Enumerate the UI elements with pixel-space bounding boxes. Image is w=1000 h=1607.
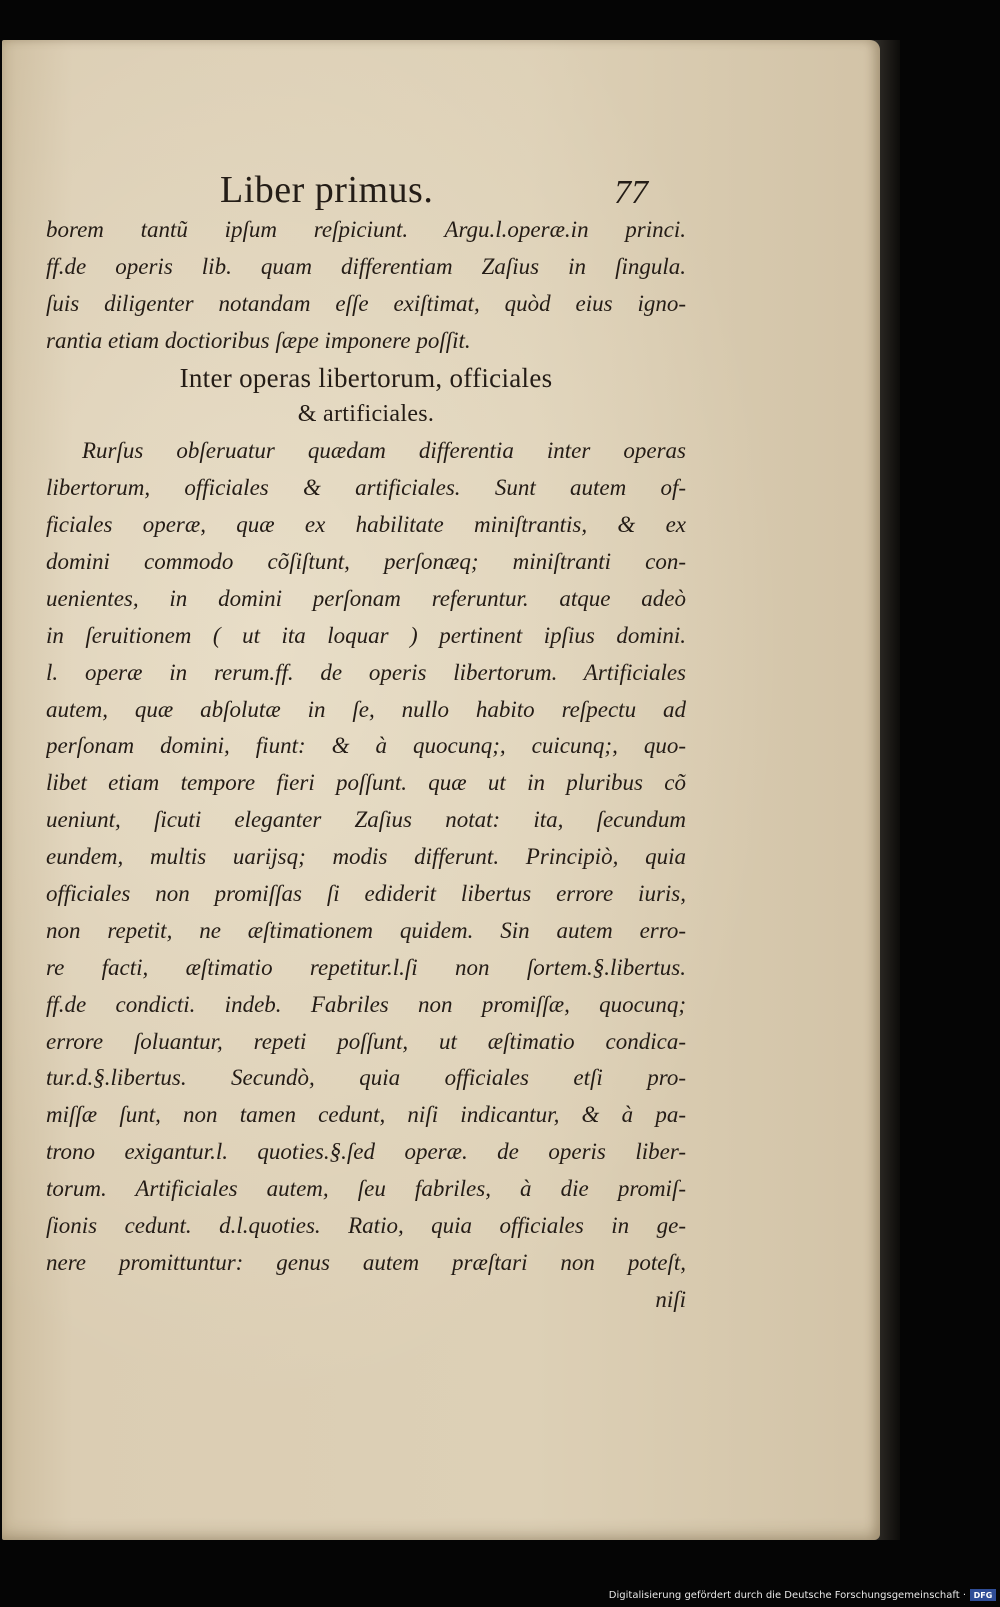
text-line: ff.de operis lib. quam differentiam Zaſius in ſingula. bbox=[46, 253, 686, 279]
text-line: ficiales operæ, quæ ex habilitate miniſtrantis, & ex bbox=[46, 512, 686, 538]
catchword: niſi bbox=[655, 1286, 686, 1312]
text-line: ff.de condicti. indeb. Fabriles non promiſſæ, quocunq; bbox=[46, 991, 686, 1017]
text-line: non repetit, ne æſtimationem quidem. Sin autem erro- bbox=[46, 917, 686, 943]
text-line: l. operæ in rerum.ff. de operis libertorum. Artificiales bbox=[46, 659, 686, 685]
digitization-credit bbox=[609, 1587, 996, 1603]
text-line: tur.d.§.libertus. Secundò, quia officiales etſi pro- bbox=[46, 1065, 686, 1091]
text-line: domini commodo cõſiſtunt, perſonæq; miniſtranti con- bbox=[46, 549, 686, 575]
text-line: trono exigantur.l. quoties.§.ſed operæ. de operis liber- bbox=[46, 1139, 686, 1165]
page-header bbox=[2, 168, 882, 218]
dfg-logo: DFG bbox=[970, 1589, 996, 1601]
text-line: ueniunt, ſicuti eleganter Zaſius notat: ita, ſecundum bbox=[46, 807, 686, 833]
text-line: Rurſus obſeruatur quædam differentia inter operas bbox=[82, 438, 686, 464]
text-line: rantia etiam doctioribus ſæpe imponere poſſit. bbox=[46, 327, 471, 353]
section-heading: Inter operas libertorum, officiales bbox=[179, 362, 553, 393]
credit-text: Digitalisierung gefördert durch die Deutsche Forschungsgemeinschaft · bbox=[608, 1589, 966, 1601]
text-line: in ſeruitionem ( ut ita loquar ) pertinent ipſius domini. bbox=[46, 622, 686, 648]
section-heading-continued: & artificiales. bbox=[297, 401, 435, 428]
text-line: libet etiam tempore fieri poſſunt. quæ ut in pluribus cõ bbox=[46, 770, 686, 796]
page-number: 77 bbox=[614, 174, 648, 211]
text-line: officiales non promiſſas ſi ediderit libertus errore iuris, bbox=[46, 881, 686, 907]
text-line: miſſæ ſunt, non tamen cedunt, niſi indicantur, & à pa- bbox=[46, 1102, 686, 1128]
text-line: nere promittuntur: genus autem præſtari non poteſt, bbox=[46, 1249, 686, 1275]
book-page bbox=[2, 40, 880, 1540]
text-line: autem, quæ abſolutæ in ſe, nullo habito reſpectu ad bbox=[46, 696, 686, 722]
text-line: libertorum, officiales & artificiales. Sunt autem of- bbox=[46, 475, 686, 501]
text-line: ſionis cedunt. d.l.quoties. Ratio, quia officiales in ge- bbox=[46, 1213, 686, 1239]
text-line: re facti, æſtimatio repetitur.l.ſi non ſortem.§.libertus. bbox=[46, 954, 686, 980]
text-line: perſonam domini, fiunt: & à quocunq;, cuicunq;, quo- bbox=[46, 733, 686, 759]
text-line: uenientes, in domini perſonam referuntur. atque adeò bbox=[46, 585, 686, 611]
text-line: borem tantũ ipſum reſpiciunt. Argu.l.operæ.in princi. bbox=[46, 217, 686, 242]
text-line: ſuis diligenter notandam eſſe exiſtimat, quòd eius igno- bbox=[46, 290, 686, 316]
running-title: Liber primus. bbox=[220, 169, 434, 211]
text-line: errore ſoluantur, repeti poſſunt, ut æſtimatio condica- bbox=[46, 1028, 686, 1054]
text-block bbox=[46, 212, 686, 1319]
text-line: torum. Artificiales autem, ſeu fabriles, à die promiſ- bbox=[46, 1176, 686, 1202]
text-line: eundem, multis uarijsq; modis differunt. Principiò, quia bbox=[46, 844, 686, 870]
